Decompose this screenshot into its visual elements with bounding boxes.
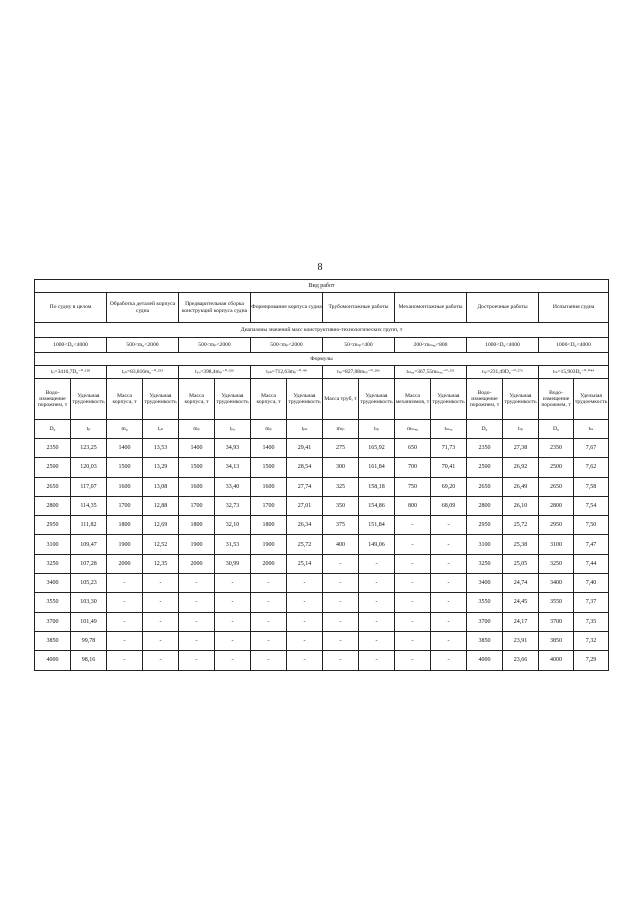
table-cell: 375 — [323, 516, 359, 535]
table-cell: - — [395, 593, 431, 612]
table-cell: - — [107, 631, 143, 650]
table-cell: 109,47 — [71, 535, 107, 554]
range-cell: 200<mₘₑₓ<800 — [395, 338, 467, 353]
table-cell: 2350 — [35, 439, 71, 458]
table-cell: 1500 — [107, 458, 143, 477]
table-cell: - — [431, 612, 467, 631]
table-row — [35, 477, 609, 496]
table-cell: 161,84 — [359, 458, 395, 477]
table-cell: - — [395, 554, 431, 573]
table-cell: 165,92 — [359, 439, 395, 458]
table-cell: 158,18 — [359, 477, 395, 496]
table-cell: 650 — [395, 439, 431, 458]
table-cell: 33,40 — [215, 477, 251, 496]
table-cell: 1500 — [179, 458, 215, 477]
group-header: Предварительная сборка конструкций корпуса судна — [179, 293, 251, 323]
range-cell: 1000<D₀<4000 — [467, 338, 539, 353]
table-cell: - — [251, 651, 287, 670]
table-cell: 13,29 — [143, 458, 179, 477]
range-cell: 1000<D₀<4000 — [539, 338, 609, 353]
table-cell: - — [431, 574, 467, 593]
range-cell: 500<mₚ<2000 — [179, 338, 251, 353]
table-cell: - — [179, 612, 215, 631]
table-cell: - — [107, 651, 143, 670]
table-cell: - — [395, 651, 431, 670]
table-row — [35, 554, 609, 573]
symbol-cell: mₚ — [179, 420, 215, 439]
table-cell: 1600 — [251, 477, 287, 496]
table-cell: - — [179, 631, 215, 650]
table-cell: 1700 — [107, 496, 143, 515]
table-cell: 25,72 — [287, 535, 323, 554]
table-cell: 2800 — [467, 496, 503, 515]
table-cell: 2500 — [539, 458, 574, 477]
table-cell: 2500 — [35, 458, 71, 477]
table-cell: 32,73 — [215, 496, 251, 515]
table-cell: 3850 — [539, 631, 574, 650]
table-cell: - — [287, 593, 323, 612]
table-cell: - — [359, 612, 395, 631]
table-cell: 3400 — [467, 574, 503, 593]
table-cell: 120,03 — [71, 458, 107, 477]
table-cell: 99,78 — [71, 631, 107, 650]
sub-header: Удельная трудоемкость — [71, 379, 107, 420]
table-cell: - — [143, 631, 179, 650]
table-cell: 26,92 — [503, 458, 539, 477]
formulas-title: Формулы — [35, 353, 609, 366]
formula-cell: tₚₒ=398,4mₚ⁻⁰·³²⁶ — [179, 366, 251, 379]
table-cell: 1900 — [179, 535, 215, 554]
table-cell: - — [431, 631, 467, 650]
symbol-cell: D₀ — [35, 420, 71, 439]
table-cell: 24,45 — [503, 593, 539, 612]
table-title: Вид работ — [35, 280, 609, 293]
table-cell: - — [215, 574, 251, 593]
table-cell: - — [215, 593, 251, 612]
table-cell: 1700 — [251, 496, 287, 515]
table-cell: 29,41 — [287, 439, 323, 458]
table-cell: 3850 — [35, 631, 71, 650]
table-cell: 23,66 — [503, 651, 539, 670]
table-row — [35, 593, 609, 612]
table-row — [35, 612, 609, 631]
table-cell: - — [107, 574, 143, 593]
table-cell: 1600 — [107, 477, 143, 496]
formula-cell: tₚₖ=712,63mₚ⁻⁰·⁴⁴ — [251, 366, 323, 379]
table-cell: 2500 — [467, 458, 503, 477]
table-cell: 1900 — [107, 535, 143, 554]
table-cell: - — [431, 651, 467, 670]
table-cell: 800 — [395, 496, 431, 515]
table-cell: - — [251, 612, 287, 631]
table-cell: 4000 — [467, 651, 503, 670]
table-cell: 27,74 — [287, 477, 323, 496]
table-cell: - — [215, 612, 251, 631]
table-cell: - — [431, 593, 467, 612]
table-cell: 25,38 — [503, 535, 539, 554]
table-cell: - — [395, 516, 431, 535]
symbol-cell: tₗₚ — [503, 420, 539, 439]
table-cell: - — [323, 593, 359, 612]
table-cell: 71,73 — [431, 439, 467, 458]
table-cell: - — [395, 612, 431, 631]
table-cell: - — [359, 651, 395, 670]
table-cell: 101,49 — [71, 612, 107, 631]
formula-cell: tₘₑₓ=367,55mₘₑₓ⁻⁰·²⁵¹ — [395, 366, 467, 379]
table-cell: - — [287, 651, 323, 670]
sub-header: Удельная трудоемкость — [287, 379, 323, 420]
table-cell: 7,44 — [574, 554, 609, 573]
table-cell: 300 — [323, 458, 359, 477]
sub-header: Масса корпуса, т — [107, 379, 143, 420]
table-cell: - — [179, 593, 215, 612]
table-cell: 4000 — [539, 651, 574, 670]
table-cell: - — [395, 574, 431, 593]
table-cell: 7,35 — [574, 612, 609, 631]
table-cell: - — [143, 593, 179, 612]
formula-cell: tₗₚ=231,49D₀⁻⁰·²⁷⁵ — [467, 366, 539, 379]
table-cell: 27,01 — [287, 496, 323, 515]
table-cell: 3100 — [467, 535, 503, 554]
table-cell: 1800 — [251, 516, 287, 535]
symbol-cell: D₀ — [539, 420, 574, 439]
table-cell: 3700 — [467, 612, 503, 631]
table-cell: 2350 — [539, 439, 574, 458]
table-cell: - — [143, 651, 179, 670]
table-cell: 750 — [395, 477, 431, 496]
table-cell: 26,10 — [503, 496, 539, 515]
table-cell: - — [287, 574, 323, 593]
table-cell: 2650 — [467, 477, 503, 496]
table-cell: - — [359, 631, 395, 650]
table-cell: 700 — [395, 458, 431, 477]
table-cell: 1800 — [179, 516, 215, 535]
table-cell: 13,08 — [143, 477, 179, 496]
table-cell: - — [395, 535, 431, 554]
table-cell: 1900 — [251, 535, 287, 554]
table-cell: 3250 — [539, 554, 574, 573]
ranges-title: Диапазоны значений масс конструктивно-технологических групп, т — [35, 323, 609, 338]
symbol-cell: m₀ — [107, 420, 143, 439]
table-cell: - — [251, 574, 287, 593]
table-cell: 107,28 — [71, 554, 107, 573]
table-cell: 26,34 — [287, 516, 323, 535]
symbol-cell: tₚₖ — [287, 420, 323, 439]
table-cell: 24,17 — [503, 612, 539, 631]
table-cell: 68,09 — [431, 496, 467, 515]
table-cell: - — [431, 535, 467, 554]
table-cell: 3100 — [35, 535, 71, 554]
table-cell: 350 — [323, 496, 359, 515]
table-cell: 275 — [323, 439, 359, 458]
table-cell: 1400 — [107, 439, 143, 458]
table-cell: 123,25 — [71, 439, 107, 458]
table-cell: 12,69 — [143, 516, 179, 535]
table-cell: 114,35 — [71, 496, 107, 515]
table-cell: 25,72 — [503, 516, 539, 535]
table-cell: - — [395, 631, 431, 650]
table-cell: - — [323, 651, 359, 670]
table-cell: - — [431, 516, 467, 535]
table-cell: 2350 — [467, 439, 503, 458]
table-cell: 149,06 — [359, 535, 395, 554]
range-cell: 50<mₜₚ<400 — [323, 338, 395, 353]
table-cell: 12,88 — [143, 496, 179, 515]
table-cell: 1700 — [179, 496, 215, 515]
formula-cell: tₜₚ=827,08mₜₚ⁻⁰·²⁸⁶ — [323, 366, 395, 379]
group-header: Достроечные работы — [467, 293, 539, 323]
table-cell: 7,32 — [574, 631, 609, 650]
table-cell: 1400 — [179, 439, 215, 458]
table-cell: 2800 — [539, 496, 574, 515]
symbol-cell: D₀ — [467, 420, 503, 439]
table-cell: 23,91 — [503, 631, 539, 650]
sub-header: Масса корпуса, т — [251, 379, 287, 420]
table-cell: 7,50 — [574, 516, 609, 535]
table-cell: - — [107, 593, 143, 612]
table-cell: 151,84 — [359, 516, 395, 535]
table-cell: - — [359, 574, 395, 593]
table-cell: 105,23 — [71, 574, 107, 593]
symbol-cell: tₜₛ — [574, 420, 609, 439]
table-row — [35, 535, 609, 554]
table-cell: 7,40 — [574, 574, 609, 593]
table-cell: 3550 — [539, 593, 574, 612]
group-header: По судну в целом — [35, 293, 107, 323]
table-cell: 12,35 — [143, 554, 179, 573]
table-cell: 24,74 — [503, 574, 539, 593]
table-cell: 34,13 — [215, 458, 251, 477]
group-header: Механомонтажные работы — [395, 293, 467, 323]
sub-header: Удельная трудоемкость — [503, 379, 539, 420]
sub-header: Удельная трудоемкость — [574, 379, 609, 420]
table-cell: 27,38 — [503, 439, 539, 458]
symbol-cell: tₚ — [71, 420, 107, 439]
table-cell: 1500 — [251, 458, 287, 477]
table-cell: 30,99 — [215, 554, 251, 573]
work-types-table-container — [34, 279, 608, 671]
table-cell: 7,54 — [574, 496, 609, 515]
table-cell: 34,93 — [215, 439, 251, 458]
formula-cell: tₒₕ=83,816m₀⁻⁰·²⁵⁵ — [107, 366, 179, 379]
table-cell: 325 — [323, 477, 359, 496]
table-cell: 154,86 — [359, 496, 395, 515]
table-cell: 2950 — [35, 516, 71, 535]
table-cell: 3850 — [467, 631, 503, 650]
sub-header: Масса корпуса, т — [179, 379, 215, 420]
table-cell: 400 — [323, 535, 359, 554]
table-row — [35, 651, 609, 670]
table-cell: - — [143, 612, 179, 631]
symbol-cell: tₒₕ — [143, 420, 179, 439]
group-header: Обработка деталей корпуса судна — [107, 293, 179, 323]
table-cell: 7,58 — [574, 477, 609, 496]
table-cell: 2950 — [539, 516, 574, 535]
symbol-cell: mₚ — [251, 420, 287, 439]
table-cell: - — [107, 612, 143, 631]
table-cell: - — [251, 593, 287, 612]
table-cell: 1600 — [179, 477, 215, 496]
table-cell: 2650 — [35, 477, 71, 496]
table-cell: 3100 — [539, 535, 574, 554]
table-cell: 7,47 — [574, 535, 609, 554]
table-cell: - — [323, 631, 359, 650]
table-cell: - — [215, 651, 251, 670]
table-cell: 13,53 — [143, 439, 179, 458]
table-cell: 111,82 — [71, 516, 107, 535]
range-cell: 500<m₀<2000 — [107, 338, 179, 353]
table-cell: - — [323, 612, 359, 631]
table-cell: 98,16 — [71, 651, 107, 670]
table-cell: 1800 — [107, 516, 143, 535]
table-cell: - — [179, 574, 215, 593]
table-row — [35, 458, 609, 477]
table-row — [35, 496, 609, 515]
table-cell: 70,41 — [431, 458, 467, 477]
group-header: Трубомонтажные работы — [323, 293, 395, 323]
group-header: Испытания судна — [539, 293, 609, 323]
symbol-cell: tₜₚ — [359, 420, 395, 439]
table-cell: 31,53 — [215, 535, 251, 554]
formula-cell: tₚ=3416,7D₀⁻⁰·¹²⁸ — [35, 366, 107, 379]
sub-header: Удельная трудоемкость — [359, 379, 395, 420]
table-cell: 1400 — [251, 439, 287, 458]
sub-header: Водо-измещение порожнем, т — [35, 379, 71, 420]
sub-header: Водо-измещение порожнем, т — [467, 379, 503, 420]
symbol-cell: mₜₚ — [323, 420, 359, 439]
table-cell: 2800 — [35, 496, 71, 515]
table-cell: 2650 — [539, 477, 574, 496]
table-cell: 7,37 — [574, 593, 609, 612]
sub-header: Водо-измещение порожнем, т — [539, 379, 574, 420]
table-cell: - — [323, 554, 359, 573]
table-cell: 3700 — [539, 612, 574, 631]
table-cell: - — [287, 612, 323, 631]
table-cell: 3700 — [35, 612, 71, 631]
table-cell: 2000 — [107, 554, 143, 573]
range-cell: 500<mₚ<2000 — [251, 338, 323, 353]
table-row — [35, 631, 609, 650]
table-cell: - — [143, 574, 179, 593]
table-row — [35, 516, 609, 535]
table-cell: 69,20 — [431, 477, 467, 496]
table-cell: 3250 — [35, 554, 71, 573]
sub-header: Удельная трудоемкость — [431, 379, 467, 420]
table-cell: 2000 — [251, 554, 287, 573]
table-cell: 3550 — [35, 593, 71, 612]
table-cell: 7,29 — [574, 651, 609, 670]
table-row — [35, 574, 609, 593]
table-row — [35, 439, 609, 458]
table-cell: 103,30 — [71, 593, 107, 612]
sub-header: Масса механизмов, т — [395, 379, 431, 420]
table-cell: 25,14 — [287, 554, 323, 573]
table-cell: 3400 — [35, 574, 71, 593]
work-types-table — [34, 279, 609, 671]
formula-cell: tₜₛ=15,903D₀⁻⁰·⁰⁴⁴ — [539, 366, 609, 379]
table-cell: 7,67 — [574, 439, 609, 458]
table-cell: - — [179, 651, 215, 670]
group-header: Формирование корпуса судна — [251, 293, 323, 323]
table-cell: - — [251, 631, 287, 650]
symbol-cell: tₘₑₓ — [431, 420, 467, 439]
table-cell: - — [359, 593, 395, 612]
page-number: 8 — [317, 262, 323, 273]
table-cell: 26,49 — [503, 477, 539, 496]
table-cell: - — [359, 554, 395, 573]
sub-header: Удельная трудоемкость — [215, 379, 251, 420]
sub-header: Масса труб, т — [323, 379, 359, 420]
table-cell: 3400 — [539, 574, 574, 593]
table-cell: - — [215, 631, 251, 650]
table-cell: 2950 — [467, 516, 503, 535]
table-cell: 3550 — [467, 593, 503, 612]
table-cell: - — [323, 574, 359, 593]
table-cell: 12,52 — [143, 535, 179, 554]
sub-header: Удельная трудоемкость — [143, 379, 179, 420]
table-cell: 117,07 — [71, 477, 107, 496]
table-cell: 4000 — [35, 651, 71, 670]
symbol-cell: mₘₑₓ — [395, 420, 431, 439]
symbol-cell: tₚₒ — [215, 420, 251, 439]
table-cell: - — [431, 554, 467, 573]
range-cell: 1000<D₀<4000 — [35, 338, 107, 353]
table-cell: - — [287, 631, 323, 650]
table-cell: 32,10 — [215, 516, 251, 535]
table-cell: 25,05 — [503, 554, 539, 573]
table-cell: 28,54 — [287, 458, 323, 477]
table-cell: 3250 — [467, 554, 503, 573]
table-cell: 2000 — [179, 554, 215, 573]
table-cell: 7,62 — [574, 458, 609, 477]
